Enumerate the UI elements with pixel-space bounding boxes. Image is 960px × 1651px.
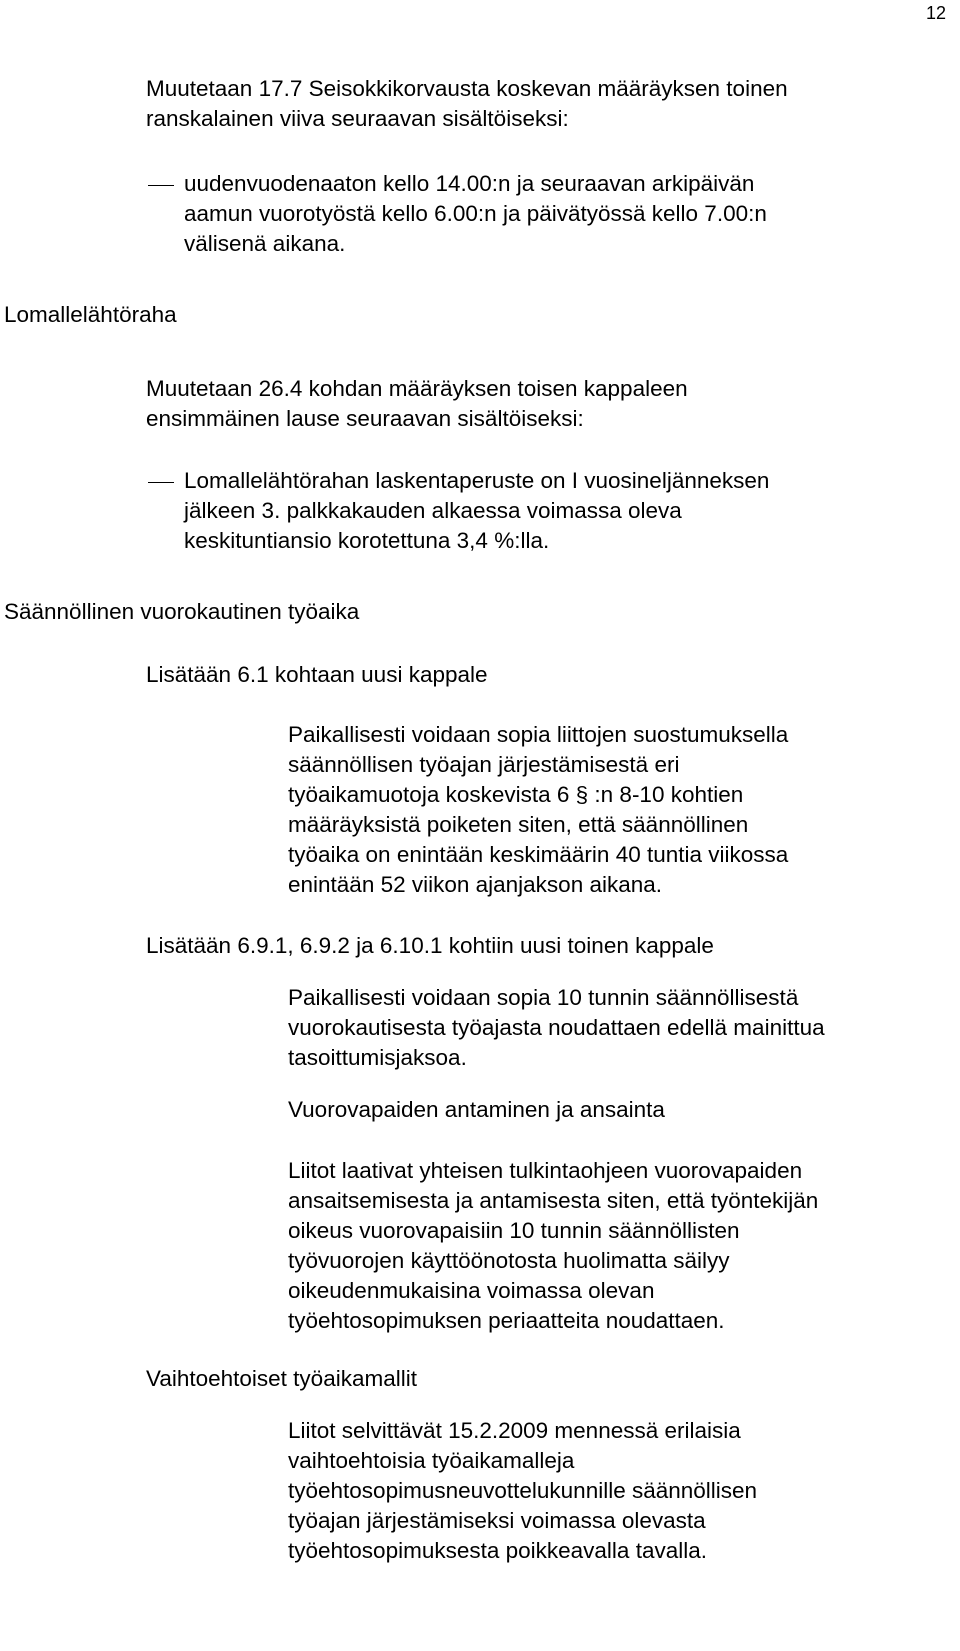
text-line: Paikallisesti voidaan sopia liittojen suostumuksella bbox=[288, 722, 789, 747]
text-line: työehtosopimusneuvottelukunnille säännöllisen bbox=[288, 1478, 758, 1503]
heading-vuorovapaat: Vuorovapaiden antaminen ja ansainta bbox=[288, 1097, 665, 1122]
paragraph-lisataan-6-1: Lisätään 6.1 kohtaan uusi kappale bbox=[146, 662, 488, 687]
text-line: työaika on enintään keskimäärin 40 tuntia viikossa bbox=[288, 842, 789, 867]
text-line: työvuorojen käyttöönotosta huolimatta säilyy bbox=[288, 1248, 730, 1273]
paragraph-vuorovapaat bbox=[288, 1156, 818, 1336]
text-line: ranskalainen viiva seuraavan sisältöiseksi: bbox=[146, 106, 569, 131]
text-line: Liitot laativat yhteisen tulkintaohjeen vuorovapaiden bbox=[288, 1158, 803, 1183]
text-line: aamun vuorotyöstä kello 6.00:n ja päivätyössä kello 7.00:n bbox=[184, 201, 767, 226]
text-line: keskituntiansio korotettuna 3,4 %:lla. bbox=[184, 528, 550, 553]
text-line: työaikamuotoja koskevista 6 § :n 8-10 kohtien bbox=[288, 782, 744, 807]
heading-lomallelahtoraha: Lomallelähtöraha bbox=[4, 302, 177, 327]
paragraph-vaihtoehtoiset bbox=[288, 1416, 757, 1566]
text-line: uudenvuodenaaton kello 14.00:n ja seuraavan arkipäivän bbox=[184, 171, 755, 196]
text-line: oikeus vuorovapaisiin 10 tunnin säännöllisten bbox=[288, 1218, 740, 1243]
quote-paikallisesti-10-tunnin bbox=[288, 983, 825, 1073]
text-line: enintään 52 viikon ajanjakson aikana. bbox=[288, 872, 663, 897]
text-line: jälkeen 3. palkkakauden alkaessa voimassa oleva bbox=[184, 498, 682, 523]
text-line: vuorokautisesta työajasta noudattaen edellä mainittua bbox=[288, 1015, 825, 1040]
heading-saannollinen-tyoaika: Säännöllinen vuorokautinen työaika bbox=[4, 599, 360, 624]
bullet-text-seisokkikorvaus bbox=[184, 169, 767, 259]
dash-bullet bbox=[148, 482, 174, 483]
text-line: ensimmäinen lause seuraavan sisältöiseksi: bbox=[146, 406, 584, 431]
text-line: Lomallelähtörahan laskentaperuste on I vuosineljänneksen bbox=[184, 468, 770, 493]
bullet-text-lomallelahtoraha bbox=[184, 466, 769, 556]
paragraph-lomallelahtoraha-intro bbox=[146, 374, 688, 434]
quote-paikallisesti-40-tuntia bbox=[288, 720, 788, 900]
text-line: vaihtoehtoisia työaikamalleja bbox=[288, 1448, 575, 1473]
page-number: 12 bbox=[925, 3, 946, 23]
heading-vaihtoehtoiset-tyoaikamallit: Vaihtoehtoiset työaikamallit bbox=[146, 1366, 417, 1391]
dash-bullet bbox=[148, 185, 174, 186]
text-line: oikeudenmukaisina voimassa olevan bbox=[288, 1278, 655, 1303]
paragraph-lisataan-6-9: Lisätään 6.9.1, 6.9.2 ja 6.10.1 kohtiin uusi toinen kappale bbox=[146, 933, 714, 958]
text-line: Paikallisesti voidaan sopia 10 tunnin säännöllisestä bbox=[288, 985, 799, 1010]
text-line: Muutetaan 17.7 Seisokkikorvausta koskevan määräyksen toinen bbox=[146, 76, 788, 101]
text-line: tasoittumisjaksoa. bbox=[288, 1045, 467, 1070]
paragraph-seisokkikorvaus-intro bbox=[146, 74, 788, 134]
text-line: työehtosopimuksesta poikkeavalla tavalla. bbox=[288, 1538, 707, 1563]
text-line: työajan järjestämiseksi voimassa olevasta bbox=[288, 1508, 706, 1533]
text-line: Muutetaan 26.4 kohdan määräyksen toisen kappaleen bbox=[146, 376, 688, 401]
text-line: työehtosopimuksen periaatteita noudattaen. bbox=[288, 1308, 725, 1333]
text-line: välisenä aikana. bbox=[184, 231, 346, 256]
text-line: määräyksistä poiketen siten, että säännöllinen bbox=[288, 812, 749, 837]
text-line: säännöllisen työajan järjestämisestä eri bbox=[288, 752, 680, 777]
text-line: ansaitsemisesta ja antamisesta siten, että työntekijän bbox=[288, 1188, 819, 1213]
text-line: Liitot selvittävät 15.2.2009 mennessä erilaisia bbox=[288, 1418, 741, 1443]
